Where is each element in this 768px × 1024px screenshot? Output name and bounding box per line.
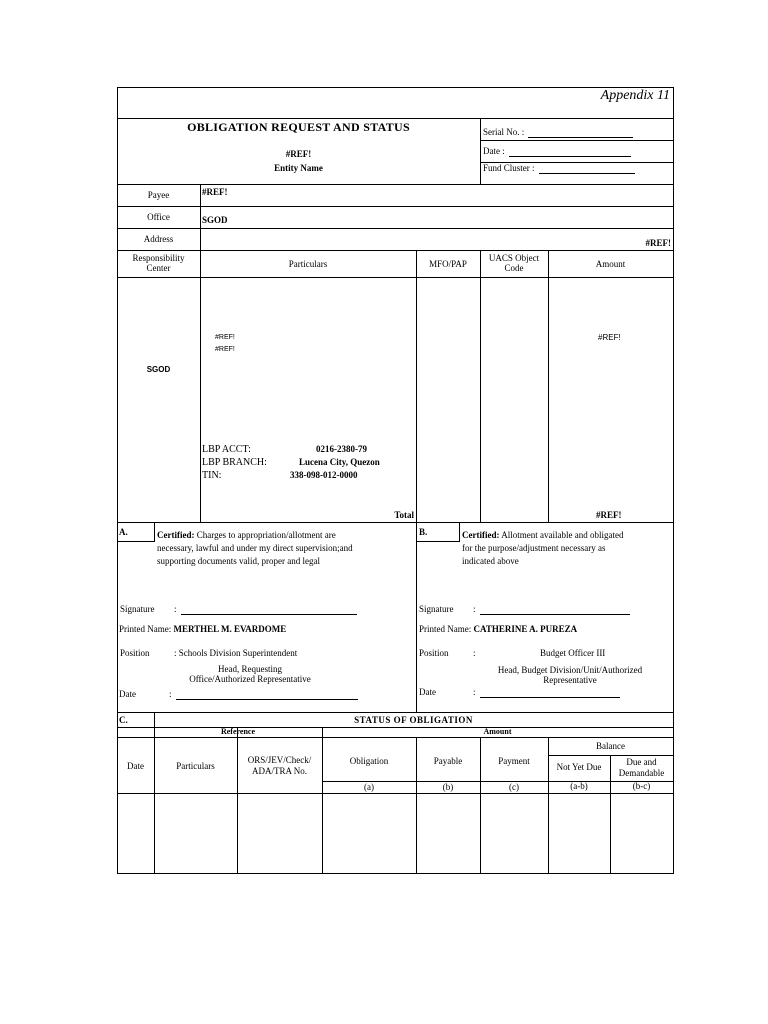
date-label: Date : (483, 146, 505, 156)
cert-b-text (462, 530, 623, 541)
date-field[interactable] (483, 146, 631, 157)
col-mfo-pap: MFO/PAP (429, 259, 467, 269)
cert-a-position-value: : Schools Division Superintendent (174, 648, 298, 658)
status-balance: Balance (596, 741, 625, 751)
cert-b-text-2: for the purpose/adjustment necessary as (462, 543, 606, 553)
cert-b-text-3: indicated above (462, 556, 519, 566)
cert-a-position-label: Position (120, 648, 150, 658)
cert-b-signature-field[interactable] (473, 604, 630, 615)
address-label: Address (143, 234, 174, 244)
status-entry-row[interactable] (118, 794, 672, 872)
status-col-payable: Payable (433, 756, 463, 766)
cert-a-date-field[interactable] (169, 689, 358, 700)
office-label: Office (147, 212, 170, 222)
cert-b-date-label: Date (419, 687, 436, 697)
serial-no-field[interactable] (483, 127, 633, 138)
total-value: #REF! (596, 510, 622, 520)
cert-a-date-label: Date (119, 689, 136, 699)
lbp-branch-label: LBP BRANCH: (202, 457, 267, 468)
entity-name-label: Entity Name (274, 163, 323, 173)
cert-a-text (157, 530, 336, 541)
status-code-b: (b) (442, 782, 454, 792)
payee-value[interactable]: #REF! (202, 187, 228, 197)
cert-b-printed-name-label: Printed Name: (419, 624, 472, 634)
appendix-label: Appendix 11 (600, 88, 670, 103)
col-amount: Amount (595, 259, 626, 269)
amount-ref: #REF! (598, 333, 621, 342)
form-title: OBLIGATION REQUEST AND STATUS (187, 120, 410, 134)
cert-b-head-2: Representative (543, 675, 597, 685)
cert-a-letter: A. (119, 527, 128, 537)
cert-b-date-field[interactable] (473, 687, 620, 698)
status-amount: Amount (483, 727, 512, 736)
lbp-branch-value: Lucena City, Quezon (299, 457, 380, 467)
status-col-due-1: Due and (626, 757, 657, 767)
status-col-date: Date (127, 761, 144, 771)
cert-b-letter: B. (419, 527, 428, 537)
payee-label: Payee (147, 190, 170, 200)
status-code-c: (c) (509, 782, 519, 792)
cert-a-text-1: Charges to appropriation/allotment are (196, 530, 336, 540)
lbp-acct-value: 0216-2380-79 (316, 444, 367, 454)
serial-no-label: Serial No. : (483, 127, 525, 137)
cert-a-certified: Certified: (157, 530, 195, 540)
cert-a-head-2: Office/Authorized Representative (189, 674, 311, 684)
cert-a-text-2: necessary, lawful and under my direct supervision;and (157, 543, 353, 553)
lbp-acct-label: LBP ACCT: (202, 444, 251, 455)
status-col-ors-1: ORS/JEV/Check/ (247, 755, 312, 765)
cert-a-printed-name-row (119, 624, 286, 635)
cert-b-position-label: Position (419, 648, 449, 658)
particular-ref-2: #REF! (215, 346, 235, 353)
status-code-a: (a) (364, 782, 374, 792)
col-particulars: Particulars (288, 259, 328, 269)
cert-b-position-value: Budget Officer III (540, 648, 606, 658)
entity-ref: #REF! (285, 149, 312, 159)
status-col-ors-2: ADA/TRA No. (251, 766, 307, 776)
cert-b-printed-name: CATHERINE A. PUREZA (473, 624, 578, 634)
particular-ref-1: #REF! (215, 334, 235, 341)
office-value[interactable]: SGOD (202, 215, 228, 225)
responsibility-center-value: SGOD (146, 365, 171, 374)
status-col-payment: Payment (498, 756, 530, 766)
status-col-particulars: Particulars (176, 761, 215, 771)
cert-b-signature-label: Signature (419, 604, 454, 614)
cert-b-position-colon: : (473, 648, 476, 658)
cert-a-signature-field[interactable] (174, 604, 357, 615)
fund-cluster-field[interactable] (483, 163, 635, 174)
address-value[interactable]: #REF! (645, 238, 671, 248)
cert-b-signature-colon: : (473, 604, 476, 614)
cert-a-printed-name: MERTHEL M. EVARDOME (173, 624, 287, 634)
cert-b-date-colon: : (473, 687, 476, 697)
status-col-not-yet-due: Not Yet Due (556, 762, 602, 772)
tin-label: TIN: (202, 470, 222, 481)
status-letter: C. (119, 715, 128, 725)
tin-value: 338-098-012-0000 (290, 470, 358, 480)
cert-b-certified: Certified: (462, 530, 500, 540)
cert-a-printed-name-label: Printed Name: (119, 624, 172, 634)
status-reference: Reference (220, 727, 256, 736)
cert-b-head-1: Head, Budget Division/Unit/Authorized (497, 665, 643, 675)
cert-b-text-1: Allotment available and obligated (501, 530, 624, 540)
status-col-due-2: Demandable (618, 768, 665, 778)
cert-a-signature-colon: : (174, 604, 177, 614)
cert-a-head-1: Head, Requesting (218, 664, 282, 674)
status-code-ab: (a-b) (570, 781, 588, 791)
total-label: Total (394, 510, 414, 520)
cert-a-date-colon: : (169, 689, 172, 699)
col-uacs-object-code: UACS Object Code (488, 253, 540, 273)
fund-cluster-label: Fund Cluster : (483, 163, 535, 173)
cert-a-signature-label: Signature (120, 604, 155, 614)
cert-a-text-3: supporting documents valid, proper and legal (157, 556, 320, 566)
col-responsibility-center: Responsibility Center (132, 253, 185, 273)
status-title: STATUS OF OBLIGATION (354, 715, 473, 725)
status-col-obligation: Obligation (349, 756, 389, 766)
cert-b-printed-name-row (419, 624, 577, 635)
status-code-bc: (b-c) (632, 781, 651, 791)
